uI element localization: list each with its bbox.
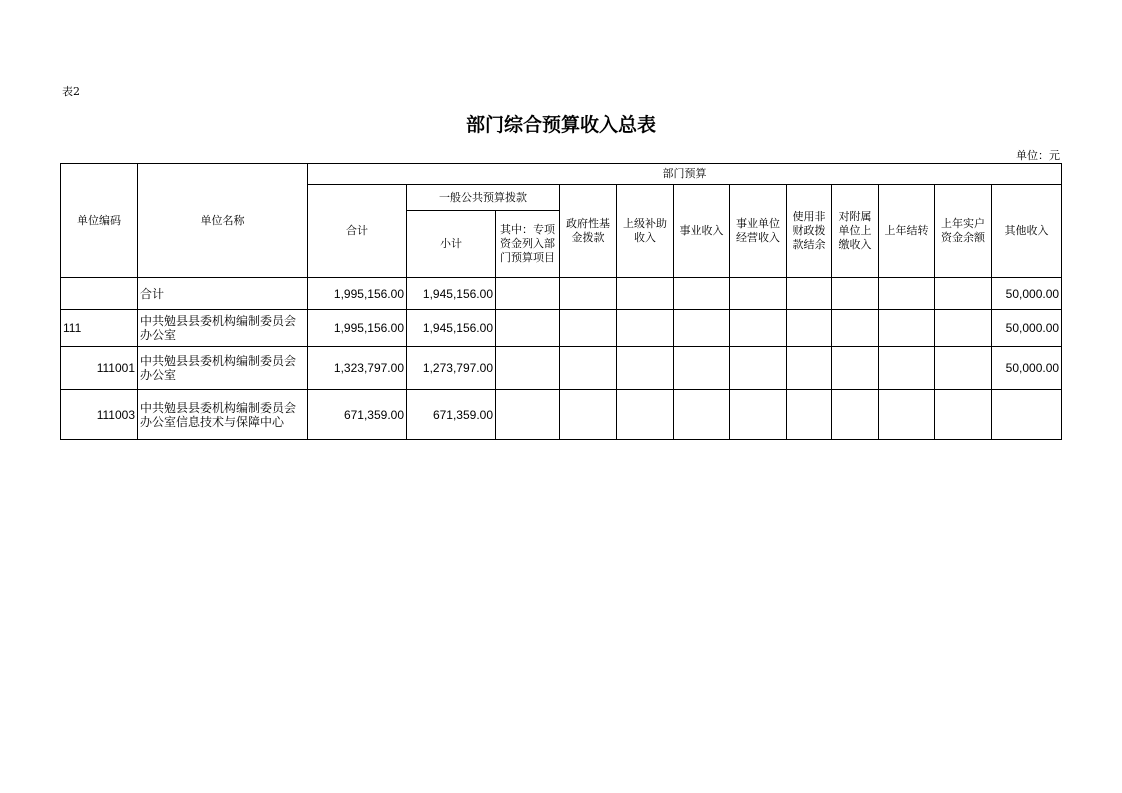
cell-total: 1,323,797.00 <box>308 347 407 390</box>
cell-code <box>61 278 138 310</box>
cell-other-income: 50,000.00 <box>992 347 1062 390</box>
cell-subtotal: 671,359.00 <box>407 390 496 440</box>
table-row <box>61 278 1062 310</box>
unit-label: 单位：元 <box>1016 149 1060 162</box>
header-superior-subsidy: 上级补助收入 <box>617 185 674 278</box>
cell-total: 671,359.00 <box>308 390 407 440</box>
cell-total: 1,995,156.00 <box>308 278 407 310</box>
header-special-funds: 其中：专项资金列入部门预算项目 <box>496 211 560 278</box>
cell-subtotal: 1,273,797.00 <box>407 347 496 390</box>
cell-other-income: 50,000.00 <box>992 310 1062 347</box>
cell-subtotal: 1,945,156.00 <box>407 278 496 310</box>
page-title: 部门综合预算收入总表 <box>465 114 656 136</box>
table-number: 表2 <box>62 85 80 98</box>
budget-table <box>60 163 1062 440</box>
table-row <box>61 310 1062 347</box>
header-unit-name: 单位名称 <box>138 164 308 278</box>
header-affiliated-payment: 对附属单位上缴收入 <box>832 185 879 278</box>
header-general-public-budget: 一般公共预算拨款 <box>407 185 560 211</box>
header-prev-carryover: 上年结转 <box>879 185 935 278</box>
header-prev-fund-balance: 上年实户资金余额 <box>935 185 992 278</box>
cell-name: 中共勉县县委机构编制委员会办公室 <box>138 310 308 347</box>
header-total: 合计 <box>308 185 407 278</box>
cell-code: 111003 <box>61 390 138 440</box>
cell-name: 合计 <box>138 278 308 310</box>
cell-subtotal: 1,945,156.00 <box>407 310 496 347</box>
header-other-income: 其他收入 <box>992 185 1062 278</box>
cell-name: 中共勉县县委机构编制委员会办公室信息技术与保障中心 <box>138 390 308 440</box>
cell-total: 1,995,156.00 <box>308 310 407 347</box>
header-subtotal: 小计 <box>407 211 496 278</box>
header-business-unit-operating: 事业单位经营收入 <box>730 185 787 278</box>
header-dept-budget: 部门预算 <box>308 164 1062 185</box>
header-unit-code: 单位编码 <box>61 164 138 278</box>
header-non-fiscal-balance: 使用非财政拨款结余 <box>787 185 832 278</box>
cell-name: 中共勉县县委机构编制委员会办公室 <box>138 347 308 390</box>
cell-code: 111 <box>61 310 138 347</box>
cell-code: 111001 <box>61 347 138 390</box>
cell-other-income: 50,000.00 <box>992 278 1062 310</box>
header-gov-fund: 政府性基金拨款 <box>560 185 617 278</box>
header-business-income: 事业收入 <box>674 185 730 278</box>
table-row <box>61 390 1062 440</box>
cell-other-income <box>992 390 1062 440</box>
table-row <box>61 347 1062 390</box>
